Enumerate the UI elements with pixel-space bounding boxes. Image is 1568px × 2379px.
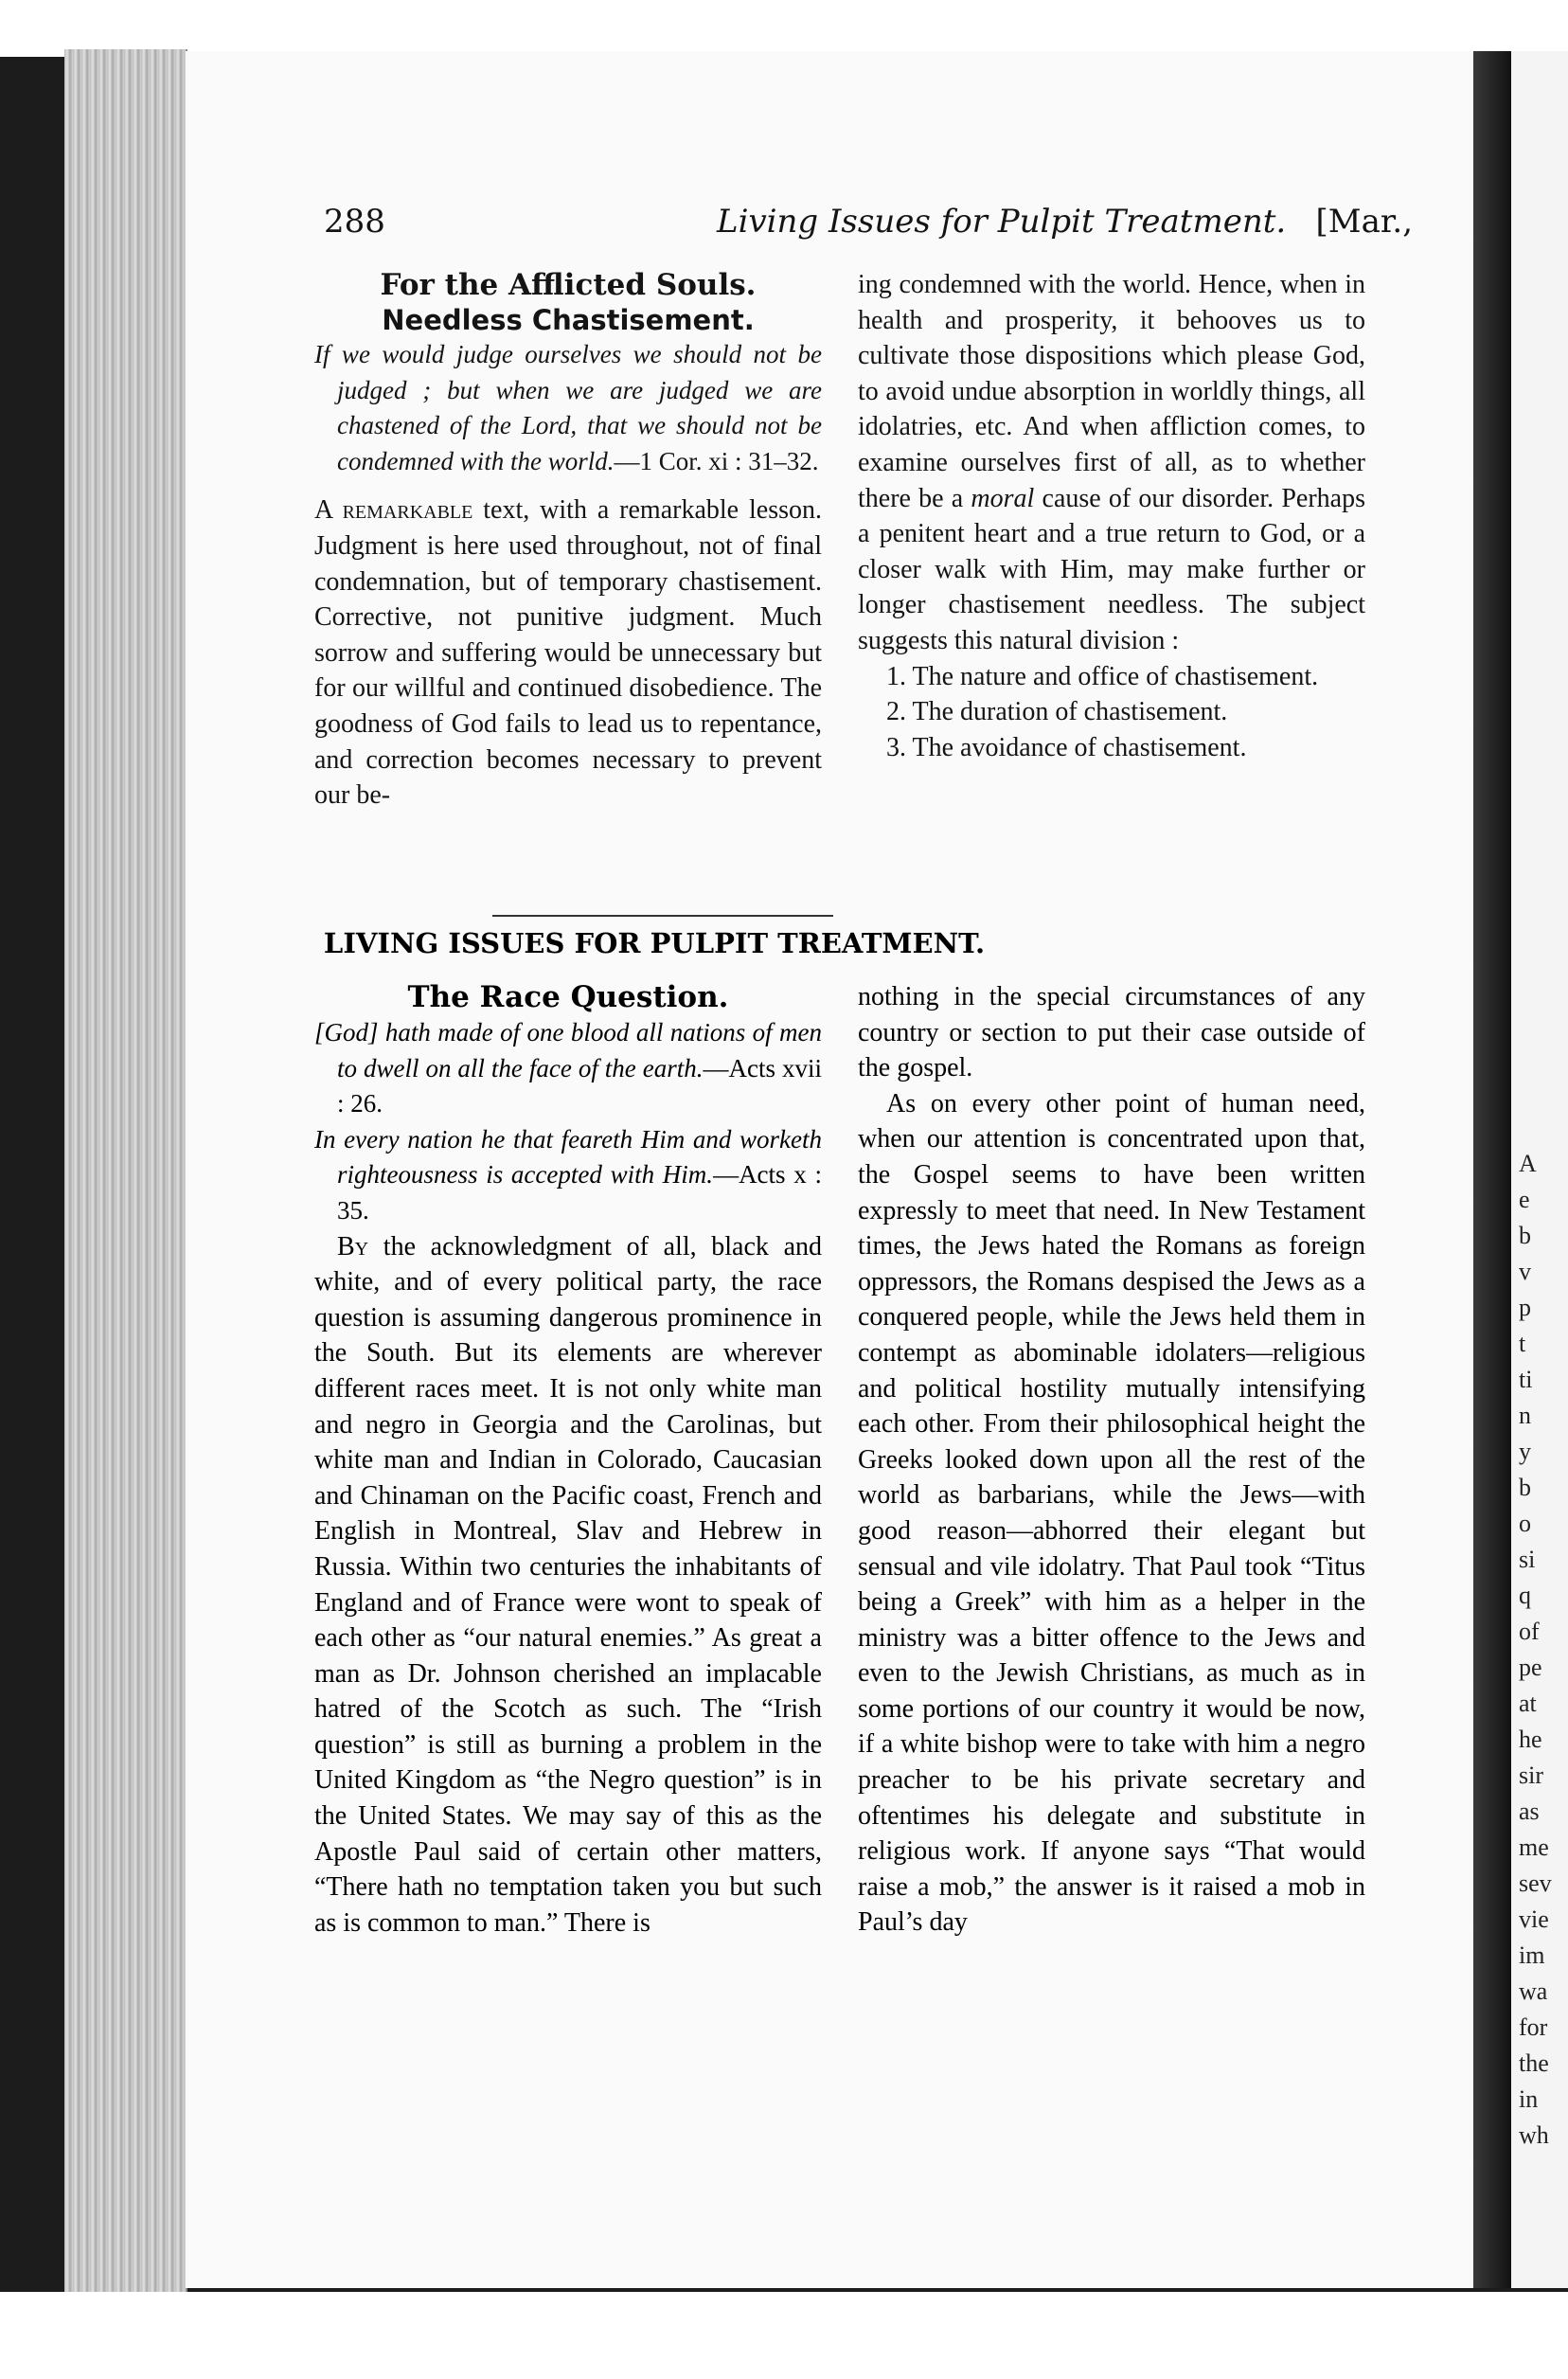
column-4 [858,979,1365,1941]
lead-words: By [337,1231,369,1261]
adjacent-page-text: wh [1519,2121,1549,2149]
adjacent-page-text: me [1519,1833,1549,1861]
adjacent-page-text: y [1519,1438,1531,1465]
adjacent-page-fragment [1511,51,1568,2288]
adjacent-page-text: vie [1519,1905,1549,1933]
page-edge-shadow [1473,51,1511,2288]
epigraph-text: In every nation he that feareth Him and worketh righteousness is accepted with Him. [314,1124,822,1190]
epigraph-text: If we would judge ourselves we should not be judged ; but when we are judged we are chastened of the Lord, that we should not be condemned with the world. [314,340,822,475]
adjacent-page-text: im [1519,1941,1545,1969]
adjacent-page-text: he [1519,1726,1542,1753]
division-point: 3. The avoidance of chastisement. [886,732,1247,762]
book-gutter [64,49,187,2294]
epigraph-reference: —Acts xvii : 26. [337,1053,823,1118]
epigraph [314,1015,822,1122]
adjacent-page-text: sir [1519,1762,1543,1789]
epigraph-reference: —1 Cor. xi : 31–32. [614,446,819,475]
epigraph-text: [God] hath made of one blood all nations of men to dwell on all the face of the earth. [314,1018,822,1082]
adjacent-page-text: of [1519,1618,1540,1645]
section-subheading: Needless Chastisement. [382,304,755,336]
adjacent-page-text: e [1519,1186,1530,1213]
body-text: ing condemned with the world. Hence, when in health and prosperity, it behooves us to cultivate those dispositions which please God, to avoid undue absorption in worldly things, all idolatries, etc. And when affliction comes, to examine ourselves first of all, as to whether there be a [858,270,1365,513]
adjacent-page-text: wa [1519,1977,1548,2005]
adjacent-page-text: v [1519,1258,1531,1285]
adjacent-page-text: sev [1519,1869,1552,1897]
adjacent-page-text: si [1519,1546,1536,1573]
scan-border-top [0,0,1568,57]
scan-border-bottom [0,2292,1568,2379]
running-title: Living Issues for Pulpit Treatment. [717,203,1287,241]
emphasis: moral [971,483,1035,513]
article-heading: The Race Question. [407,980,729,1014]
adjacent-page-text: the [1519,2049,1549,2077]
adjacent-page-text: b [1519,1222,1531,1249]
adjacent-page-text: b [1519,1474,1531,1501]
adjacent-page-text: q [1519,1582,1531,1609]
body-paragraph [314,1229,822,1941]
body-text: the acknowledgment of all, black and white, and of every political party, the race question is assuming dangerous prominence in the South. But its elements are wherever different races meet. It is not only white man and negro in Georgia and the Carolinas, but white man and Indian in Colorado, Caucasian and Chinaman on the Pacific coast, French and English in Montreal, Slav and Hebrew in Russia. Within two centuries the inhabitants of England and of France were wont to speak of each other as “our natural enemies.” As great a man as Dr. Johnson cherished an implacable hatred of the Scotch as such. The “Irish question” is still as burning a problem in the United Kingdom as “the Negro question” is in the United States. We may say of this as the Apostle Paul said of certain other matters, “There hath no temptation taken you but such as is common to man.” There is [314,1231,822,1938]
body-paragraph: As on every other point of human need, when our attention is concentrated upon that, the Gospel seems to have been written expressly to meet that need. In New Testament times, the Jews hated the Romans as foreign oppressors, the Romans despised the Jews as a conquered people, while the Jews held them in contempt as abominable idolaters—religious and political hostility mutually intensifying each other. From their philosophical height the Greeks looked down upon all the rest of the world as barbarians, while the Jews—with good reason—abhorred their elegant but sensual and vile idolatry. That Paul took “Titus being a Greek” with him as a helper in the ministry was a bitter offence to the Jews and even to the Jewish Christians, as much as in some portions of our country it would be now, if a white bishop were to take with him a negro preacher to be his private secretary and oftentimes his delegate and substitute in religious work. If anyone says “That would raise a mob,” the answer is it raised a mob in Paul’s day [858,1088,1365,1938]
adjacent-page-text: ti [1519,1366,1533,1393]
adjacent-page-text: for [1519,2013,1548,2041]
lead-words: A remarkable [314,495,473,526]
division-point: 2. The duration of chastisement. [886,697,1228,727]
column-3 [314,979,822,1941]
body-paragraph: nothing in the special circumstances of any country or section to put their case outside of the gospel. [858,982,1365,1083]
adjacent-page-text: n [1519,1402,1531,1429]
page-number: 288 [324,203,385,241]
issue-month: [Mar., [1315,203,1413,241]
adjacent-page-text: A [1519,1150,1537,1177]
body-text: text, with a remarkable lesson. Judgment is here used throughout, not of final condemnation, but of temporary chastisement. Corrective, not punitive judgment. Much sorrow and suffering would be unnecessary but for our willful and continued disobedience. The goodness of God fails to lead us to repentance, and correction becomes necessary to prevent our be- [314,495,822,811]
section-heading: For the Afflicted Souls. [380,268,757,302]
adjacent-page-text: o [1519,1510,1531,1537]
adjacent-page-text: in [1519,2085,1539,2113]
adjacent-page-text: at [1519,1690,1537,1717]
adjacent-page-text: pe [1519,1654,1542,1681]
division-point: 1. The nature and office of chastisement. [886,661,1319,691]
adjacent-page-text: t [1519,1330,1526,1357]
section-banner: LIVING ISSUES FOR PULPIT TREATMENT. [323,927,986,959]
adjacent-page-text: p [1519,1294,1531,1321]
epigraph-reference: —Acts x : 35. [337,1160,822,1225]
page-lower-half [186,51,1473,2288]
body-text: cause of our disorder. Perhaps a penitent heart and a true return to God, or a closer walk with Him, may make further or longer chastisement needless. The subject suggests this natural division : [858,483,1366,655]
adjacent-page-text: as [1519,1798,1540,1825]
epigraph [314,1122,822,1229]
